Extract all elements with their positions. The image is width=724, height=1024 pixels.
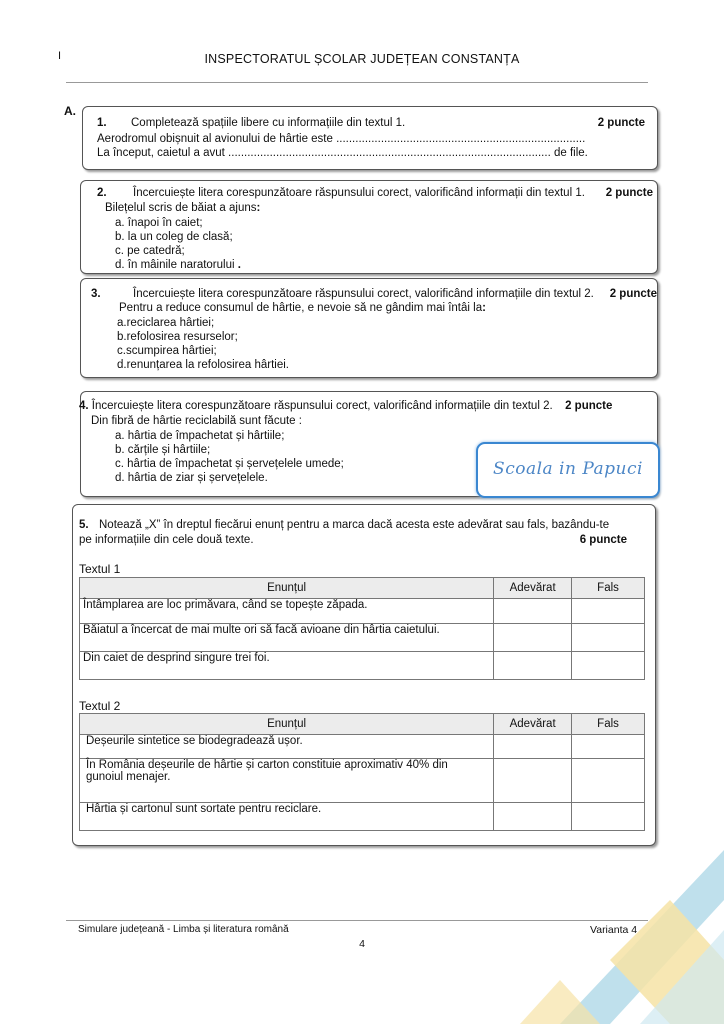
text-1-label: Textul 1 [79,562,121,576]
question-3-option: c.scumpirea hârtiei; [117,345,217,357]
question-4-stem: Din fibră de hârtie reciclabilă sunt făcute : [91,415,302,427]
statement-cell: Întâmplarea are loc primăvara, când se topește zăpada. [80,599,494,624]
table-row [80,652,645,680]
question-4-prompt: Încercuiește litera corespunzătoare răspunsului corect, valorificând informațiile din textul 2. [91,400,553,412]
question-4-points: 2 puncte [565,400,613,412]
question-5-prompt-cont: pe informațiile din cele două texte. [79,534,254,546]
question-2-stem: Bilețelul scris de băiat a ajuns [105,202,257,214]
question-3-box [80,278,658,378]
question-2-option: d. în mâinile naratorului [115,259,235,271]
question-3-number: 3. [91,288,101,300]
column-header: Adevărat [494,578,572,599]
question-3-option: d.renunțarea la refolosirea hârtiei. [117,359,289,371]
false-answer-cell[interactable] [572,599,645,624]
false-answer-cell[interactable] [572,624,645,652]
column-header: Fals [572,714,645,735]
column-header: Fals [572,578,645,599]
question-1-number: 1. [97,117,107,129]
table-row [80,735,645,759]
true-answer-cell[interactable] [494,599,572,624]
page-header-title: INSPECTORATUL ȘCOLAR JUDEȚEAN CONSTANȚA [204,52,520,66]
statement-cell: În România deșeurile de hârtie și carton constituie aproximativ 40% din gunoiul menajer. [80,759,494,803]
question-2-number: 2. [97,187,107,199]
question-1-prompt: Completează spațiile libere cu informațiile din textul 1. [131,117,406,129]
true-answer-cell[interactable] [494,803,572,831]
question-1-points: 2 puncte [597,117,645,129]
question-1-line-2: La început, caietul a avut ..................................................................................................... de file. [97,147,588,159]
question-4-option: d. hârtia de ziar și șervețelele. [115,472,268,484]
false-answer-cell[interactable] [572,652,645,680]
statement-cell: Hârtia și cartonul sunt sortate pentru reciclare. [80,803,494,831]
text-2-label: Textul 2 [79,699,121,713]
true-answer-cell[interactable] [494,759,572,803]
text-2-table [79,713,645,831]
true-answer-cell[interactable] [494,652,572,680]
footer-divider [66,920,648,921]
table-row [80,624,645,652]
question-1-box [82,106,658,170]
table-row [80,599,645,624]
text-1-table [79,577,645,680]
question-1-line-1: Aerodromul obișnuit al avionului de hârtie este .............................................................................. [97,133,586,145]
scoala-in-papuci-logo [476,442,660,498]
statement-cell: Băiatul a încercat de mai multe ori să facă avioane din hârtia caietului. [80,624,494,652]
question-4-option: b. cărțile și hârtiile; [115,444,211,456]
question-5-box [72,504,656,846]
question-2-points: 2 puncte [605,187,653,199]
question-2-option: b. la un coleg de clasă; [115,231,233,243]
section-label: A. [64,104,76,118]
column-header: Adevărat [494,714,572,735]
true-answer-cell[interactable] [494,624,572,652]
footer-subject: Simulare județeană - Limba și literatura română [78,924,289,935]
table-row [80,803,645,831]
question-5-points: 6 puncte [579,534,627,546]
false-answer-cell[interactable] [572,759,645,803]
question-3-stem-colon: : [482,302,486,314]
question-2-box [80,180,658,274]
page-number: 4 [359,938,365,950]
footer-variant: Varianta 4 [590,924,638,936]
logo-text: Scoala in Papuci [493,459,643,479]
question-5-number: 5. [79,519,89,531]
question-4-number: 4. [79,400,89,412]
column-header: Enunțul [80,714,494,735]
question-3-points: 2 puncte [609,288,657,300]
table-row [80,759,645,803]
column-header: Enunțul [80,578,494,599]
question-2-option-mark: . [237,259,241,271]
statement-cell: Din caiet de desprind singure trei foi. [80,652,494,680]
question-3-option: b.refolosirea resurselor; [117,331,238,343]
question-2-prompt: Încercuiește litera corespunzătoare răspunsului corect, valorificând informații din textul 1. [133,187,585,199]
false-answer-cell[interactable] [572,803,645,831]
question-4-option: c. hârtia de împachetat și șervețelele umede; [115,458,344,470]
question-5-prompt: Notează „X” în dreptul fiecărui enunț pentru a marca dacă acesta este adevărat sau fals, bazându-te [99,519,610,531]
false-answer-cell[interactable] [572,735,645,759]
question-2-option: c. pe catedră; [115,245,185,257]
header-divider [66,82,648,83]
statement-cell: Deșeurile sintetice se biodegradează ușor. [80,735,494,759]
question-2-option: a. înapoi în caiet; [115,217,203,229]
question-3-stem: Pentru a reduce consumul de hârtie, e nevoie să ne gândim mai întâi la [119,302,483,314]
true-answer-cell[interactable] [494,735,572,759]
question-3-option: a.reciclarea hârtiei; [117,317,215,329]
header-mark: I [58,50,62,62]
question-3-prompt: Încercuiește litera corespunzătoare răspunsului corect, valorificând informațiile din textul 2. [133,288,594,300]
question-2-stem-colon: : [256,202,261,214]
question-4-option: a. hârtia de împachetat și hârtiile; [115,430,285,442]
